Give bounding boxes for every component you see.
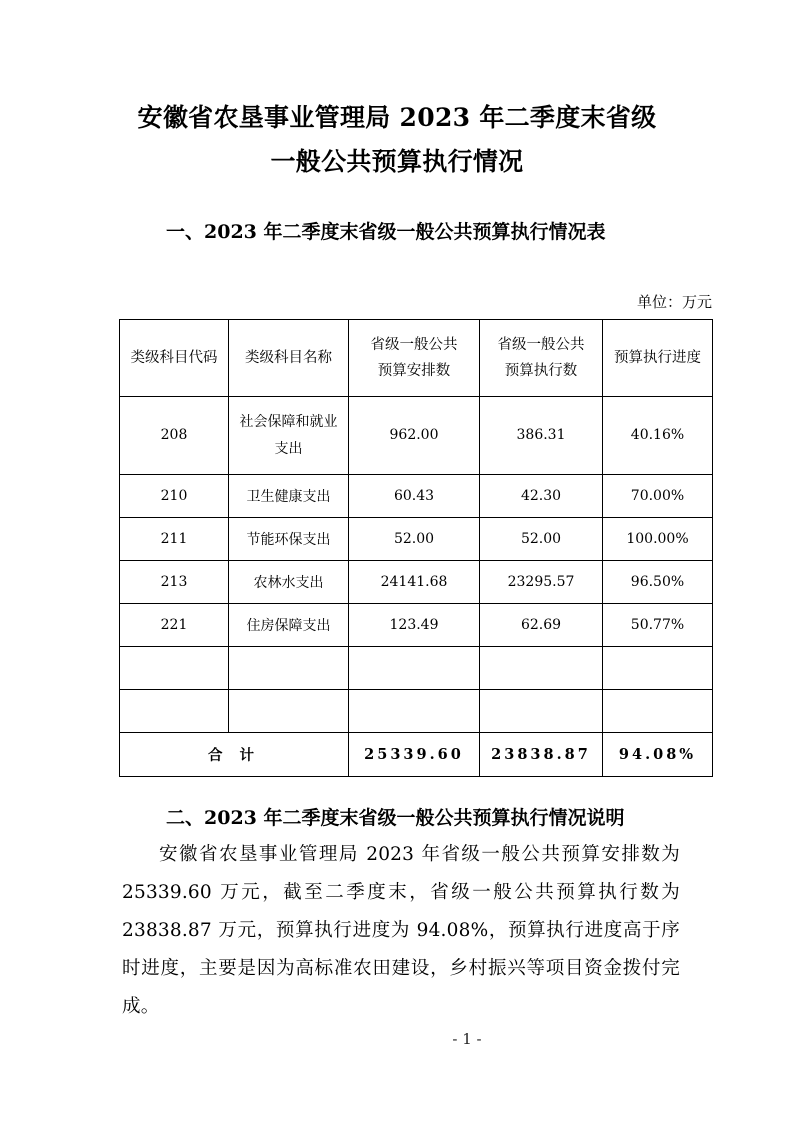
cell-progress: 96.50% <box>603 561 713 604</box>
table-row <box>120 518 713 561</box>
cell-code: 213 <box>120 561 229 604</box>
total-exec: 23838.87 <box>480 733 603 777</box>
cell-exec <box>480 690 603 733</box>
cell-plan: 24141.68 <box>349 561 480 604</box>
cell-progress: 50.77% <box>603 604 713 647</box>
table-row <box>120 604 713 647</box>
section-two-paragraph: 安徽省农垦事业管理局 2023 年省级一般公共预算安排数为 25339.60 万元，截至二季度末，省级一般公共预算执行数为 23838.87 万元，预算执行进度为 94.08%，预算执行进度高于序时进度，主要是因为高标准农田建设，乡村振兴等项目资金拨付完成。 <box>122 844 680 1017</box>
cell-plan <box>349 690 480 733</box>
cell-name: 卫生健康支出 <box>229 475 349 518</box>
title-line-1: 安徽省农垦事业管理局 2023 年二季度末省级 <box>137 103 657 132</box>
total-progress: 94.08% <box>603 733 713 777</box>
table-row <box>120 561 713 604</box>
cell-progress: 40.16% <box>603 397 713 475</box>
cell-code: 208 <box>120 397 229 475</box>
cell-plan: 962.00 <box>349 397 480 475</box>
cell-progress <box>603 690 713 733</box>
cell-exec: 62.69 <box>480 604 603 647</box>
cell-code: 211 <box>120 518 229 561</box>
section-heading-one: 一、2023 年二季度末省级一般公共预算执行情况表 <box>166 221 606 243</box>
cell-plan <box>349 647 480 690</box>
table-row <box>120 475 713 518</box>
column-header-progress: 预算执行进度 <box>603 320 713 397</box>
cell-code <box>120 647 229 690</box>
total-label: 合 计 <box>120 733 349 777</box>
column-header-plan-line-2: 预算安排数 <box>377 363 451 379</box>
table-row-empty <box>120 647 713 690</box>
cell-code <box>120 690 229 733</box>
cell-plan: 60.43 <box>349 475 480 518</box>
cell-plan: 52.00 <box>349 518 480 561</box>
cell-name <box>229 647 349 690</box>
column-header-exec-line-2: 预算执行数 <box>504 363 578 379</box>
table-row <box>120 397 713 475</box>
cell-name-line-2: 支出 <box>274 440 303 457</box>
cell-plan: 123.49 <box>349 604 480 647</box>
table-unit-label: 单位：万元 <box>636 293 712 311</box>
table-row-empty <box>120 690 713 733</box>
title-line-2: 一般公共预算执行情况 <box>270 147 524 176</box>
cell-progress: 70.00% <box>603 475 713 518</box>
cell-exec: 386.31 <box>480 397 603 475</box>
column-header-plan <box>349 320 480 397</box>
cell-name: 节能环保支出 <box>229 518 349 561</box>
cell-code: 221 <box>120 604 229 647</box>
column-header-plan-line-1: 省级一般公共 <box>370 337 458 353</box>
cell-exec: 23295.57 <box>480 561 603 604</box>
page-number-footer: - 1 - <box>452 1030 482 1048</box>
cell-progress: 100.00% <box>603 518 713 561</box>
column-header-exec <box>480 320 603 397</box>
cell-name: 农林水支出 <box>229 561 349 604</box>
total-plan: 25339.60 <box>349 733 480 777</box>
budget-execution-table <box>119 319 713 777</box>
page-title <box>97 96 697 184</box>
cell-name <box>229 690 349 733</box>
cell-name: 住房保障支出 <box>229 604 349 647</box>
table-total-row <box>120 733 713 777</box>
section-heading-two: 二、2023 年二季度末省级一般公共预算执行情况说明 <box>166 807 625 829</box>
cell-code: 210 <box>120 475 229 518</box>
cell-exec: 52.00 <box>480 518 603 561</box>
cell-name <box>229 397 349 475</box>
table-header-row <box>120 320 713 397</box>
column-header-code: 类级科目代码 <box>120 320 229 397</box>
column-header-exec-line-1: 省级一般公共 <box>497 337 585 353</box>
cell-name-line-1: 社会保障和就业 <box>239 413 338 430</box>
column-header-name: 类级科目名称 <box>229 320 349 397</box>
cell-exec <box>480 647 603 690</box>
cell-exec: 42.30 <box>480 475 603 518</box>
cell-progress <box>603 647 713 690</box>
